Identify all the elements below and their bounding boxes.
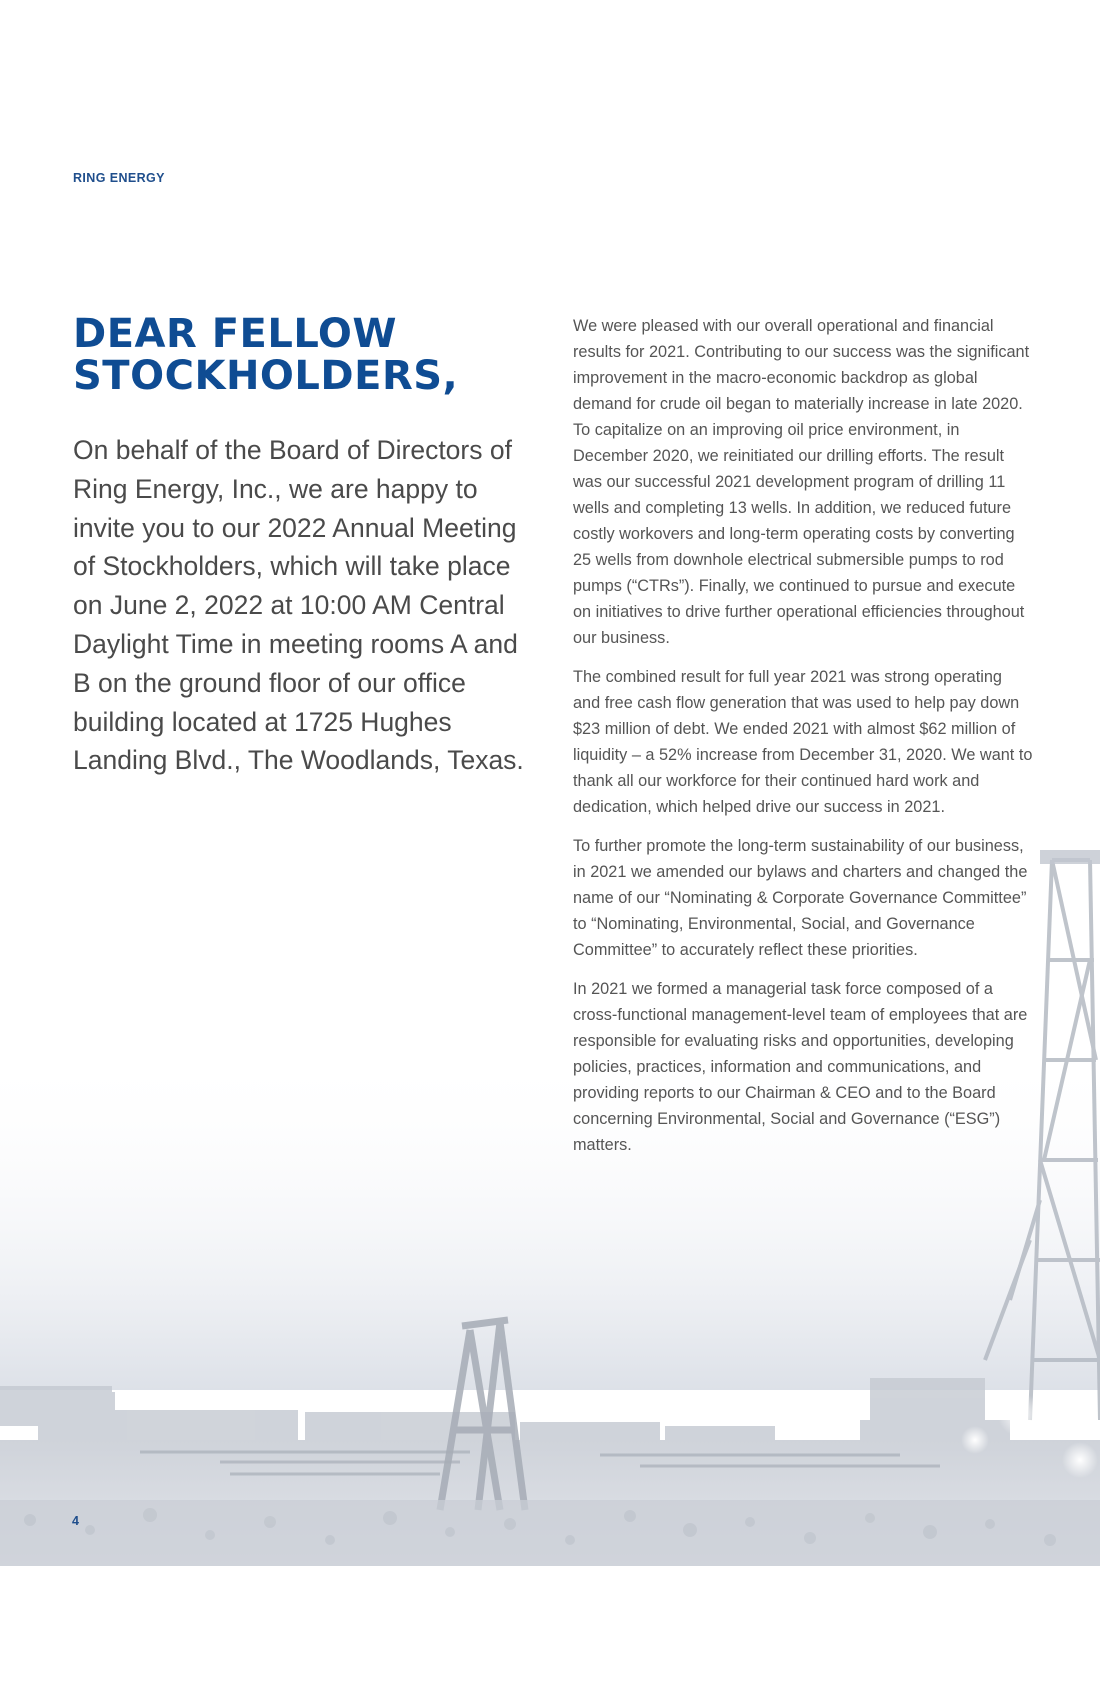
page-number: 4	[72, 1514, 79, 1528]
body-paragraph: To further promote the long-term sustainability of our business, in 2021 we amended our bylaws and charters and changed the name of our “Nominating & Corporate Governance Committee” to “Nominating, Environmental, Social, and Governance Committee” to accurately reflect these priorities.	[573, 837, 1028, 959]
body-paragraph: The combined result for full year 2021 was strong operating and free cash flow generation that was used to help pay down $23 million of debt. We ended 2021 with almost $62 million of liquidity – a 52% increase from December 31, 2020. We want to thank all our workforce for their continued hard work and dedication, which helped drive our success in 2021.	[573, 668, 1033, 816]
page-title	[73, 313, 533, 397]
intro-column	[73, 313, 533, 780]
running-header: RING ENERGY	[73, 171, 165, 185]
title-line-2: STOCKHOLDERS,	[73, 353, 459, 399]
intro-paragraph: On behalf of the Board of Directors of Ring Energy, Inc., we are happy to invite you to our 2022 Annual Meeting of Stockholders, which will take place on June 2, 2022 at 10:00 AM Central Daylight Time in meeting rooms A and B on the ground floor of our office building located at 1725 Hughes Landing Blvd., The Woodlands, Texas.	[73, 435, 524, 776]
body-paragraph: We were pleased with our overall operational and financial results for 2021. Contributing to our success was the significant improvement in the macro-economic backdrop as global demand for crude oil began to materially increase in late 2020. To capitalize on an improving oil price environment, in December 2020, we reinitiated our drilling efforts. The result was our successful 2021 development program of drilling 11 wells and completing 13 wells. In addition, we reduced future costly workovers and long-term operating costs by converting 25 wells from downhole electrical submersible pumps to rod pumps (“CTRs”). Finally, we continued to pursue and execute on initiatives to drive further operational efficiencies throughout our business.	[573, 317, 1030, 647]
body-paragraph: In 2021 we formed a managerial task force composed of a cross-functional management-level team of employees that are responsible for evaluating risks and opportunities, developing policies, practices, information and communications, and providing reports to our Chairman & CEO and to the Board concerning Environmental, Social and Governance (“ESG”) matters.	[573, 980, 1028, 1154]
letter-body-column	[573, 313, 1033, 1171]
title-line-1: DEAR FELLOW	[73, 311, 398, 357]
